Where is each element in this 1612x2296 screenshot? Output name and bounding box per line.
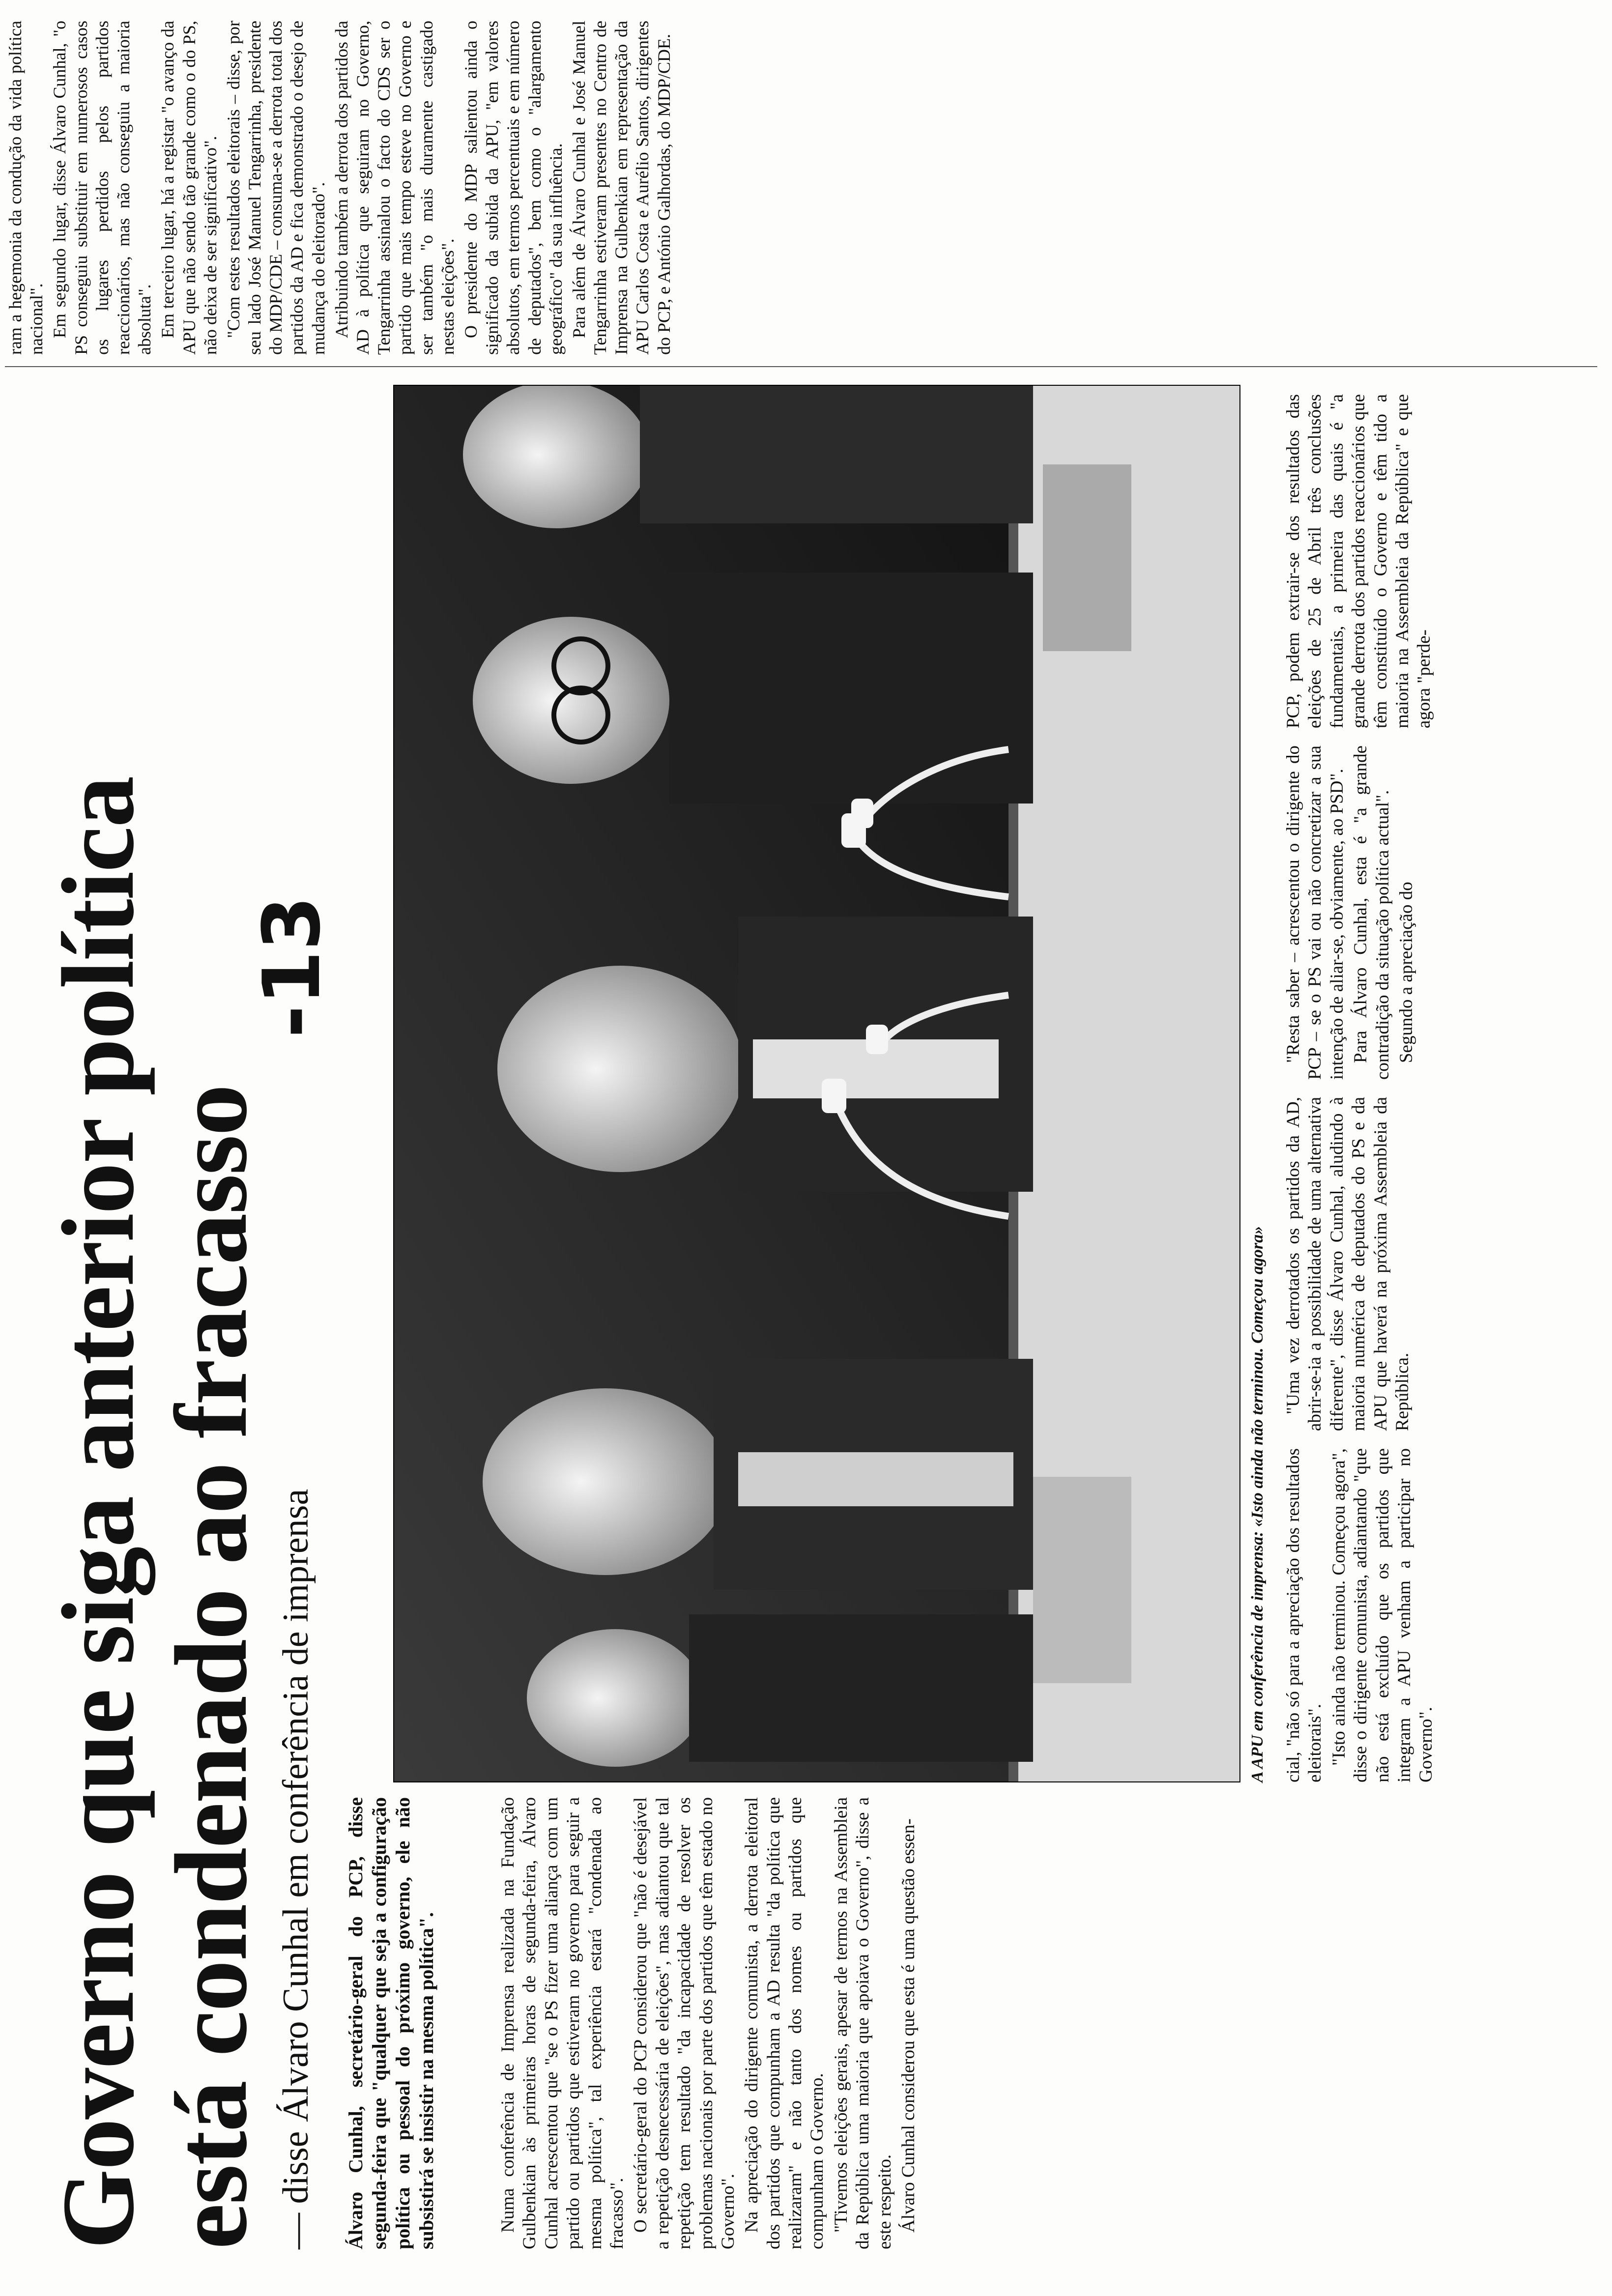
paragraph: Segundo a apreciação do bbox=[1396, 882, 1416, 1063]
paragraph: O secretário-geral do PCP considerou que "não é desejável a repetição desnecessária de eleições", mas adiantou que tal repetição tem resultado "da incapacidade de resolver os problemas nacionais por parte dos partidos que têm estado no Governo". bbox=[631, 1797, 738, 2249]
paragraph: "Uma vez derrotados os partidos da AD, abrir-se-ia a possibilidade de uma alternativa diferente", disse Álvaro Cunhal, aludindo à maioria numérica de deputados do PS e da APU que haverá na próxima Assembleia da República. bbox=[1283, 1097, 1412, 1431]
paragraph: ram a hegemonia da condução da vida política nacional". bbox=[5, 21, 47, 355]
paragraph: Em terceiro lugar, há a registar "o avanço da APU que não sendo tão grande como o do PS, não deixa de ser significativo". bbox=[158, 21, 220, 355]
handwritten-note: -13 bbox=[246, 895, 338, 1038]
press-conference-photo bbox=[393, 385, 1240, 1782]
lead-paragraph: Álvaro Cunhal, secretário-geral do PCP, disse segunda-feira que "qualquer que seja a configuração política ou pessoal do próximo governo, ele não subsistirá se insistir na mesma política". bbox=[345, 1797, 437, 2249]
paragraph: Álvaro Cunhal considerou que esta é uma questão essen- bbox=[898, 1818, 919, 2233]
headline-line-1: Governo que siga anterior política bbox=[41, 776, 155, 2249]
paragraph: "Resta saber – acrescentou o dirigente do PCP – se o PS vai ou não concretizar a sua intenção de aliar-se, obviamente, ao PSD". bbox=[1283, 746, 1347, 1080]
paragraph: Atribuindo também a derrota dos partidos da AD à política que seguiram no Governo, Tengarrinha assinalou o facto do CDS ser o partido que mais tempo esteve no Governo e ser também "o mais duramente castigado nestas eleições". bbox=[331, 21, 458, 355]
article-column-2 bbox=[1283, 1448, 1587, 1782]
paragraph: cial, "não só para a apreciação dos resultados eleitorais". bbox=[1283, 1448, 1325, 1782]
article-column-5 bbox=[1283, 394, 1587, 728]
photo-caption: A APU em conferência de imprensa: «Isto ainda não terminou. Começou agora» bbox=[1248, 1226, 1267, 1782]
article-column-1 bbox=[344, 1797, 1563, 2249]
paragraph: "Isto ainda não terminou. Começou agora", disse o dirigente comunista, adiantando "que não está excluído que os partidos que integram a APU venham a participar no Governo". bbox=[1328, 1448, 1437, 1782]
paragraph: Para Álvaro Cunhal, esta é "a grande contradição da situação política actual". bbox=[1351, 746, 1393, 1080]
paragraph: Numa conferência de Imprensa realizada na Fundação Gulbenkian às primeiras horas de segunda-feira, Álvaro Cunhal acrescentou que "se o PS fizer uma aliança com um partido ou partidos que estiveram no governo para seguir a mesma política", tal experiência estará "condenada ao fracasso". bbox=[498, 1797, 627, 2249]
paragraph: Em segundo lugar, disse Álvaro Cunhal, "o PS conseguiu substituir em numerosos casos os lugares perdidos pelos partidos reaccionários, mas não conseguiu a maioria absoluta". bbox=[50, 21, 155, 355]
paragraph: Para além de Álvaro Cunhal e José Manuel Tengarrinha estiveram presentes no Centro de Imprensa na Gulbenkian em representação da APU Carlos Costa e Aurélio Santos, dirigentes do PCP, e António Galhordas, do MDP/CDE. bbox=[569, 21, 674, 355]
paragraph: "Tivemos eleições gerais, apesar de termos na Assembleia da República uma maioria que apoiava o Governo", disse a este respeito. bbox=[831, 1797, 895, 2249]
paragraph: O presidente do MDP salientou ainda o significado da subida da APU, "em valores absolutos, em termos percentuais e em número de deputados", bem como o "alargamento geográfico" da sua influência. bbox=[461, 21, 566, 355]
photo-image bbox=[394, 386, 1239, 1781]
subtitle: — disse Álvaro Cunhal em conferência de imprensa bbox=[276, 1489, 316, 2249]
paragraph: "Com estes resultados eleitorais – disse, por seu lado José Manuel Tengarrinha, presidente do MDP/CDE – consuma-se a derrota total dos partidos da AD e fica demonstrado o desejo de mudança do eleitorado". bbox=[223, 21, 328, 355]
paragraph: PCP, podem extrair-se dos resultados das eleições de 25 de Abril três conclusões fundamentais, a primeira das quais é "a grande derrota dos partidos reaccionários que têm constituído o Governo e têm tido a maioria na Assembleia da República" e que agora "perde- bbox=[1283, 394, 1435, 728]
column-divider bbox=[5, 366, 1597, 367]
article-column-4 bbox=[1283, 746, 1587, 1080]
article-column-3 bbox=[1283, 1097, 1587, 1431]
headline-line-2: está condenado ao fracasso bbox=[154, 1085, 268, 2249]
article-column-6 bbox=[5, 21, 1597, 355]
paragraph: Na apreciação do dirigente comunista, a derrota eleitoral dos partidos que compunham a AD resulta "da política que realizaram" e não tanto dos nomes ou partidos que compunham o Governo. bbox=[742, 1797, 828, 2249]
